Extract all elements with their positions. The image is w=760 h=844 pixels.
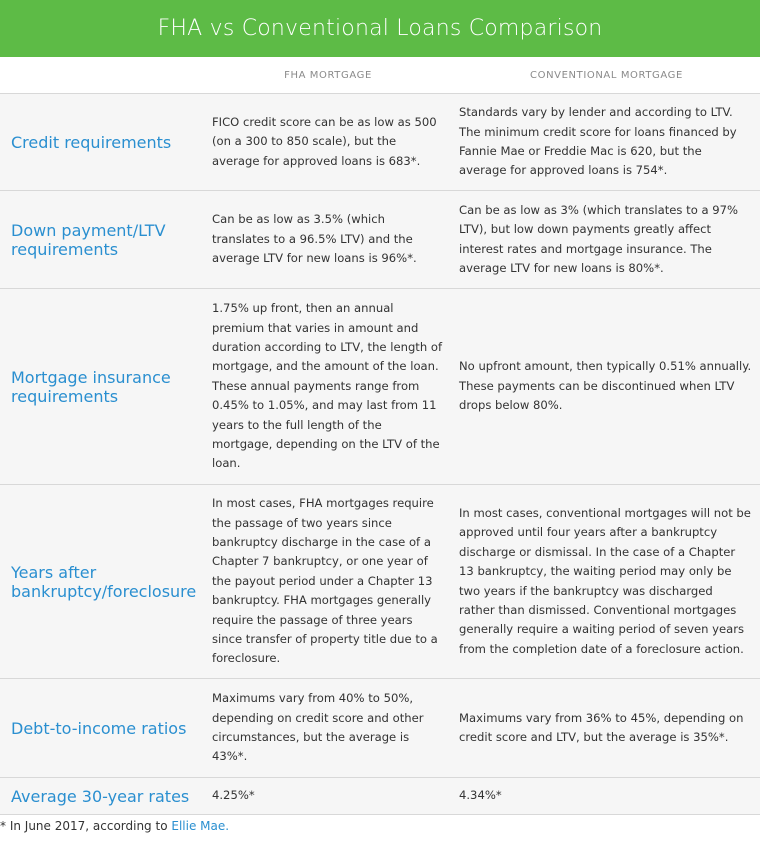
fha-cell: Maximums vary from 40% to 50%, depending on credit score and other circumstances, but the average is 43%*.: [212, 691, 424, 764]
title-bar: [0, 0, 760, 57]
table-row: [0, 93, 760, 190]
footnote: [0, 819, 229, 839]
footnote-text: * In June 2017, according to: [0, 819, 168, 833]
column-header-fha: FHA MORTGAGE: [284, 69, 372, 81]
table-row: [0, 484, 760, 678]
row-label: Mortgage insurance requirements: [11, 367, 171, 406]
comparison-table: [0, 93, 760, 815]
conventional-cell: In most cases, conventional mortgages will not be approved until four years after a bankruptcy discharge or dismissal. In the case of a Chapter 13 bankruptcy, the waiting period may only be two years if the bankruptcy was discharged rather than dismissed. Conventional mortgages generally require a waiting period of seven years from the completion date of a foreclosure action.: [459, 505, 751, 656]
row-label: Down payment/LTV requirements: [11, 220, 166, 259]
row-label: Average 30-year rates: [11, 786, 190, 806]
source-link[interactable]: Ellie Mae.: [171, 819, 230, 833]
fha-cell: 1.75% up front, then an annual premium that varies in amount and duration according to LTV, the length of mortgage, and the amount of the loan. These annual payments range from 0.45% to 1.05%, and may last from 11 years to the full length of the mortgage, depending on the LTV of the loan.: [212, 301, 443, 471]
table-row: [0, 288, 760, 484]
table-row: [0, 777, 760, 815]
fha-cell: In most cases, FHA mortgages require the passage of two years since bankruptcy discharge in the case of a Chapter 7 bankruptcy, or one year of the payout period under a Chapter 13 bankruptcy. FHA mortgages generally require the passage of three years since transfer of property title due to a foreclosure.: [212, 496, 438, 666]
row-label: Years after bankruptcy/foreclosure: [11, 562, 197, 601]
table-row: [0, 678, 760, 777]
page-title: FHA vs Conventional Loans Comparison: [157, 16, 603, 41]
column-header-conventional: CONVENTIONAL MORTGAGE: [530, 69, 683, 81]
fha-cell: Can be as low as 3.5% (which translates to a 96.5% LTV) and the average LTV for new loans is 96%*.: [212, 212, 417, 266]
conventional-cell: Standards vary by lender and according to LTV. The minimum credit score for loans financed by Fannie Mae or Freddie Mac is 620, but the average for approved loans is 754*.: [459, 105, 737, 178]
table-row: [0, 190, 760, 288]
fha-cell: 4.25%*: [212, 788, 255, 803]
fha-cell: FICO credit score can be as low as 500 (on a 300 to 850 scale), but the average for approved loans is 683*.: [212, 114, 437, 168]
conventional-cell: Can be as low as 3% (which translates to a 97% LTV), but low down payments greatly affect interest rates and mortgage insurance. The average LTV for new loans is 80%*.: [459, 202, 739, 275]
row-label: Debt-to-income ratios: [11, 718, 187, 738]
conventional-cell: 4.34%*: [459, 788, 502, 803]
conventional-cell: No upfront amount, then typically 0.51% annually. These payments can be discontinued when LTV drops below 80%.: [459, 359, 752, 413]
row-label: Credit requirements: [11, 132, 172, 152]
conventional-cell: Maximums vary from 36% to 45%, depending on credit score and LTV, but the average is 35%*.: [459, 710, 744, 744]
